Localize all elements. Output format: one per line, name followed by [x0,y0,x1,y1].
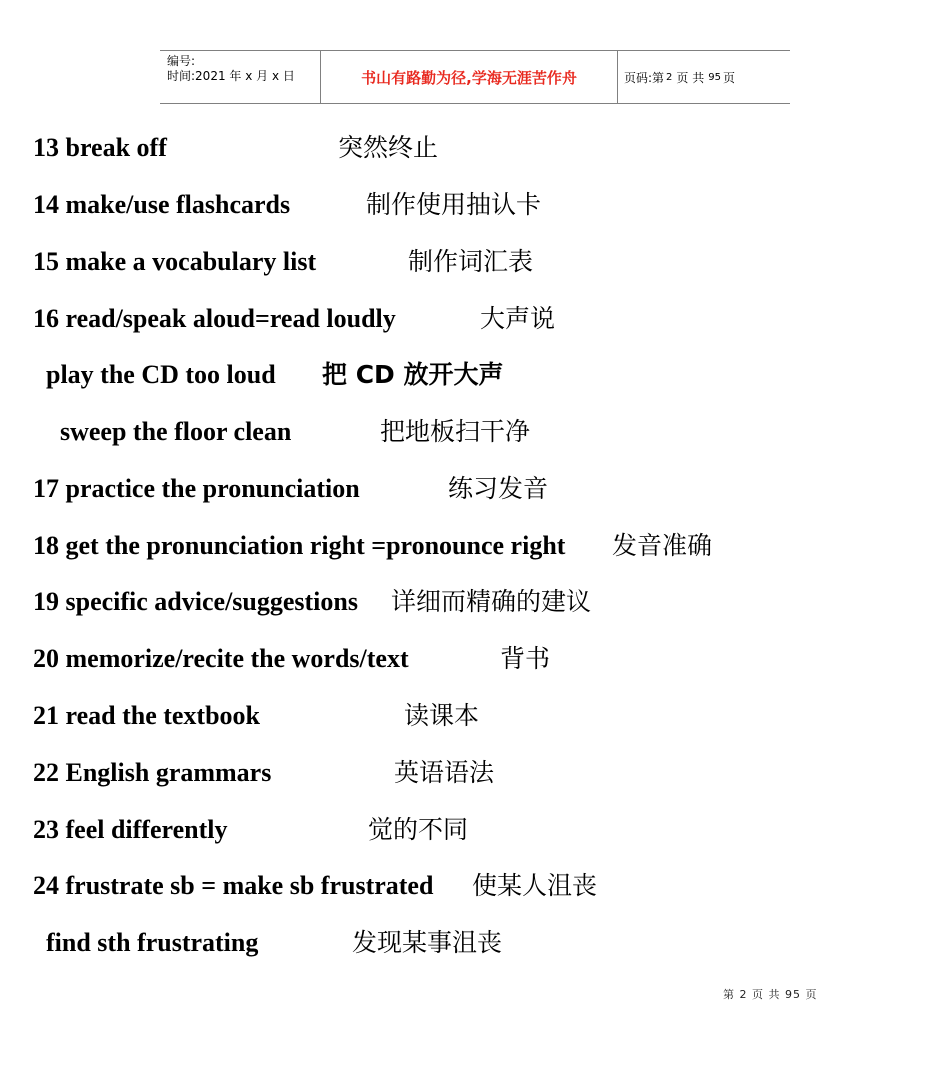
chinese-meaning: 觉的不同 [368,815,469,844]
english-phrase: sweep the floor clean [60,417,292,446]
header-meta-cell [160,51,320,103]
chinese-meaning: 大声说 [480,304,556,333]
page-suffix: 页 [722,70,735,85]
page-mid: 页 共 [676,70,705,85]
english-phrase: find sth frustrating [46,928,259,957]
chinese-meaning: 发音准确 [612,531,713,560]
english-phrase: 22 English grammars [33,758,272,787]
english-phrase: 21 read the textbook [33,701,261,730]
chinese-meaning: 把地板扫干净 [380,417,531,446]
english-phrase: 15 make a vocabulary list [33,247,317,276]
motto-text: 书山有路勤为径,学海无涯苦作舟 [361,68,577,87]
page-footer: 第 2 页 共 95 页 [723,988,818,1001]
time-label: 时间:2021 年 x 月 x 日 [167,69,295,83]
chinese-meaning: 突然终止 [338,133,439,162]
page-number: 2 [666,71,673,83]
english-phrase: 14 make/use flashcards [33,190,291,219]
english-phrase: 13 break off [33,133,167,162]
header-motto-cell [320,51,618,103]
english-phrase: 19 specific advice/suggestions [33,587,358,616]
chinese-meaning: 详细而精确的建议 [391,587,592,616]
document-header [160,50,790,104]
english-phrase: 16 read/speak aloud=read loudly [33,304,396,333]
english-phrase: play the CD too loud [46,360,276,389]
chinese-meaning: 背书 [500,644,551,673]
english-phrase: 20 memorize/recite the words/text [33,644,409,673]
chinese-meaning: 练习发音 [448,474,549,503]
english-phrase: 24 frustrate sb = make sb frustrated [33,871,434,900]
chinese-meaning: 使某人沮丧 [472,871,598,900]
chinese-meaning: 发现某事沮丧 [352,928,503,957]
chinese-meaning: 把 CD 放开大声 [322,360,504,389]
english-phrase: 23 feel differently [33,815,228,844]
chinese-meaning: 读课本 [404,701,480,730]
chinese-meaning: 制作词汇表 [408,247,534,276]
code-label: 编号: [167,54,196,68]
page-total: 95 [708,71,721,83]
chinese-meaning: 制作使用抽认卡 [366,190,542,219]
header-page-cell [618,51,790,103]
english-phrase: 17 practice the pronunciation [33,474,360,503]
english-phrase: 18 get the pronunciation right =pronounce right [33,531,566,560]
chinese-meaning: 英语语法 [394,758,495,787]
page-prefix: 页码:第 [624,70,665,85]
